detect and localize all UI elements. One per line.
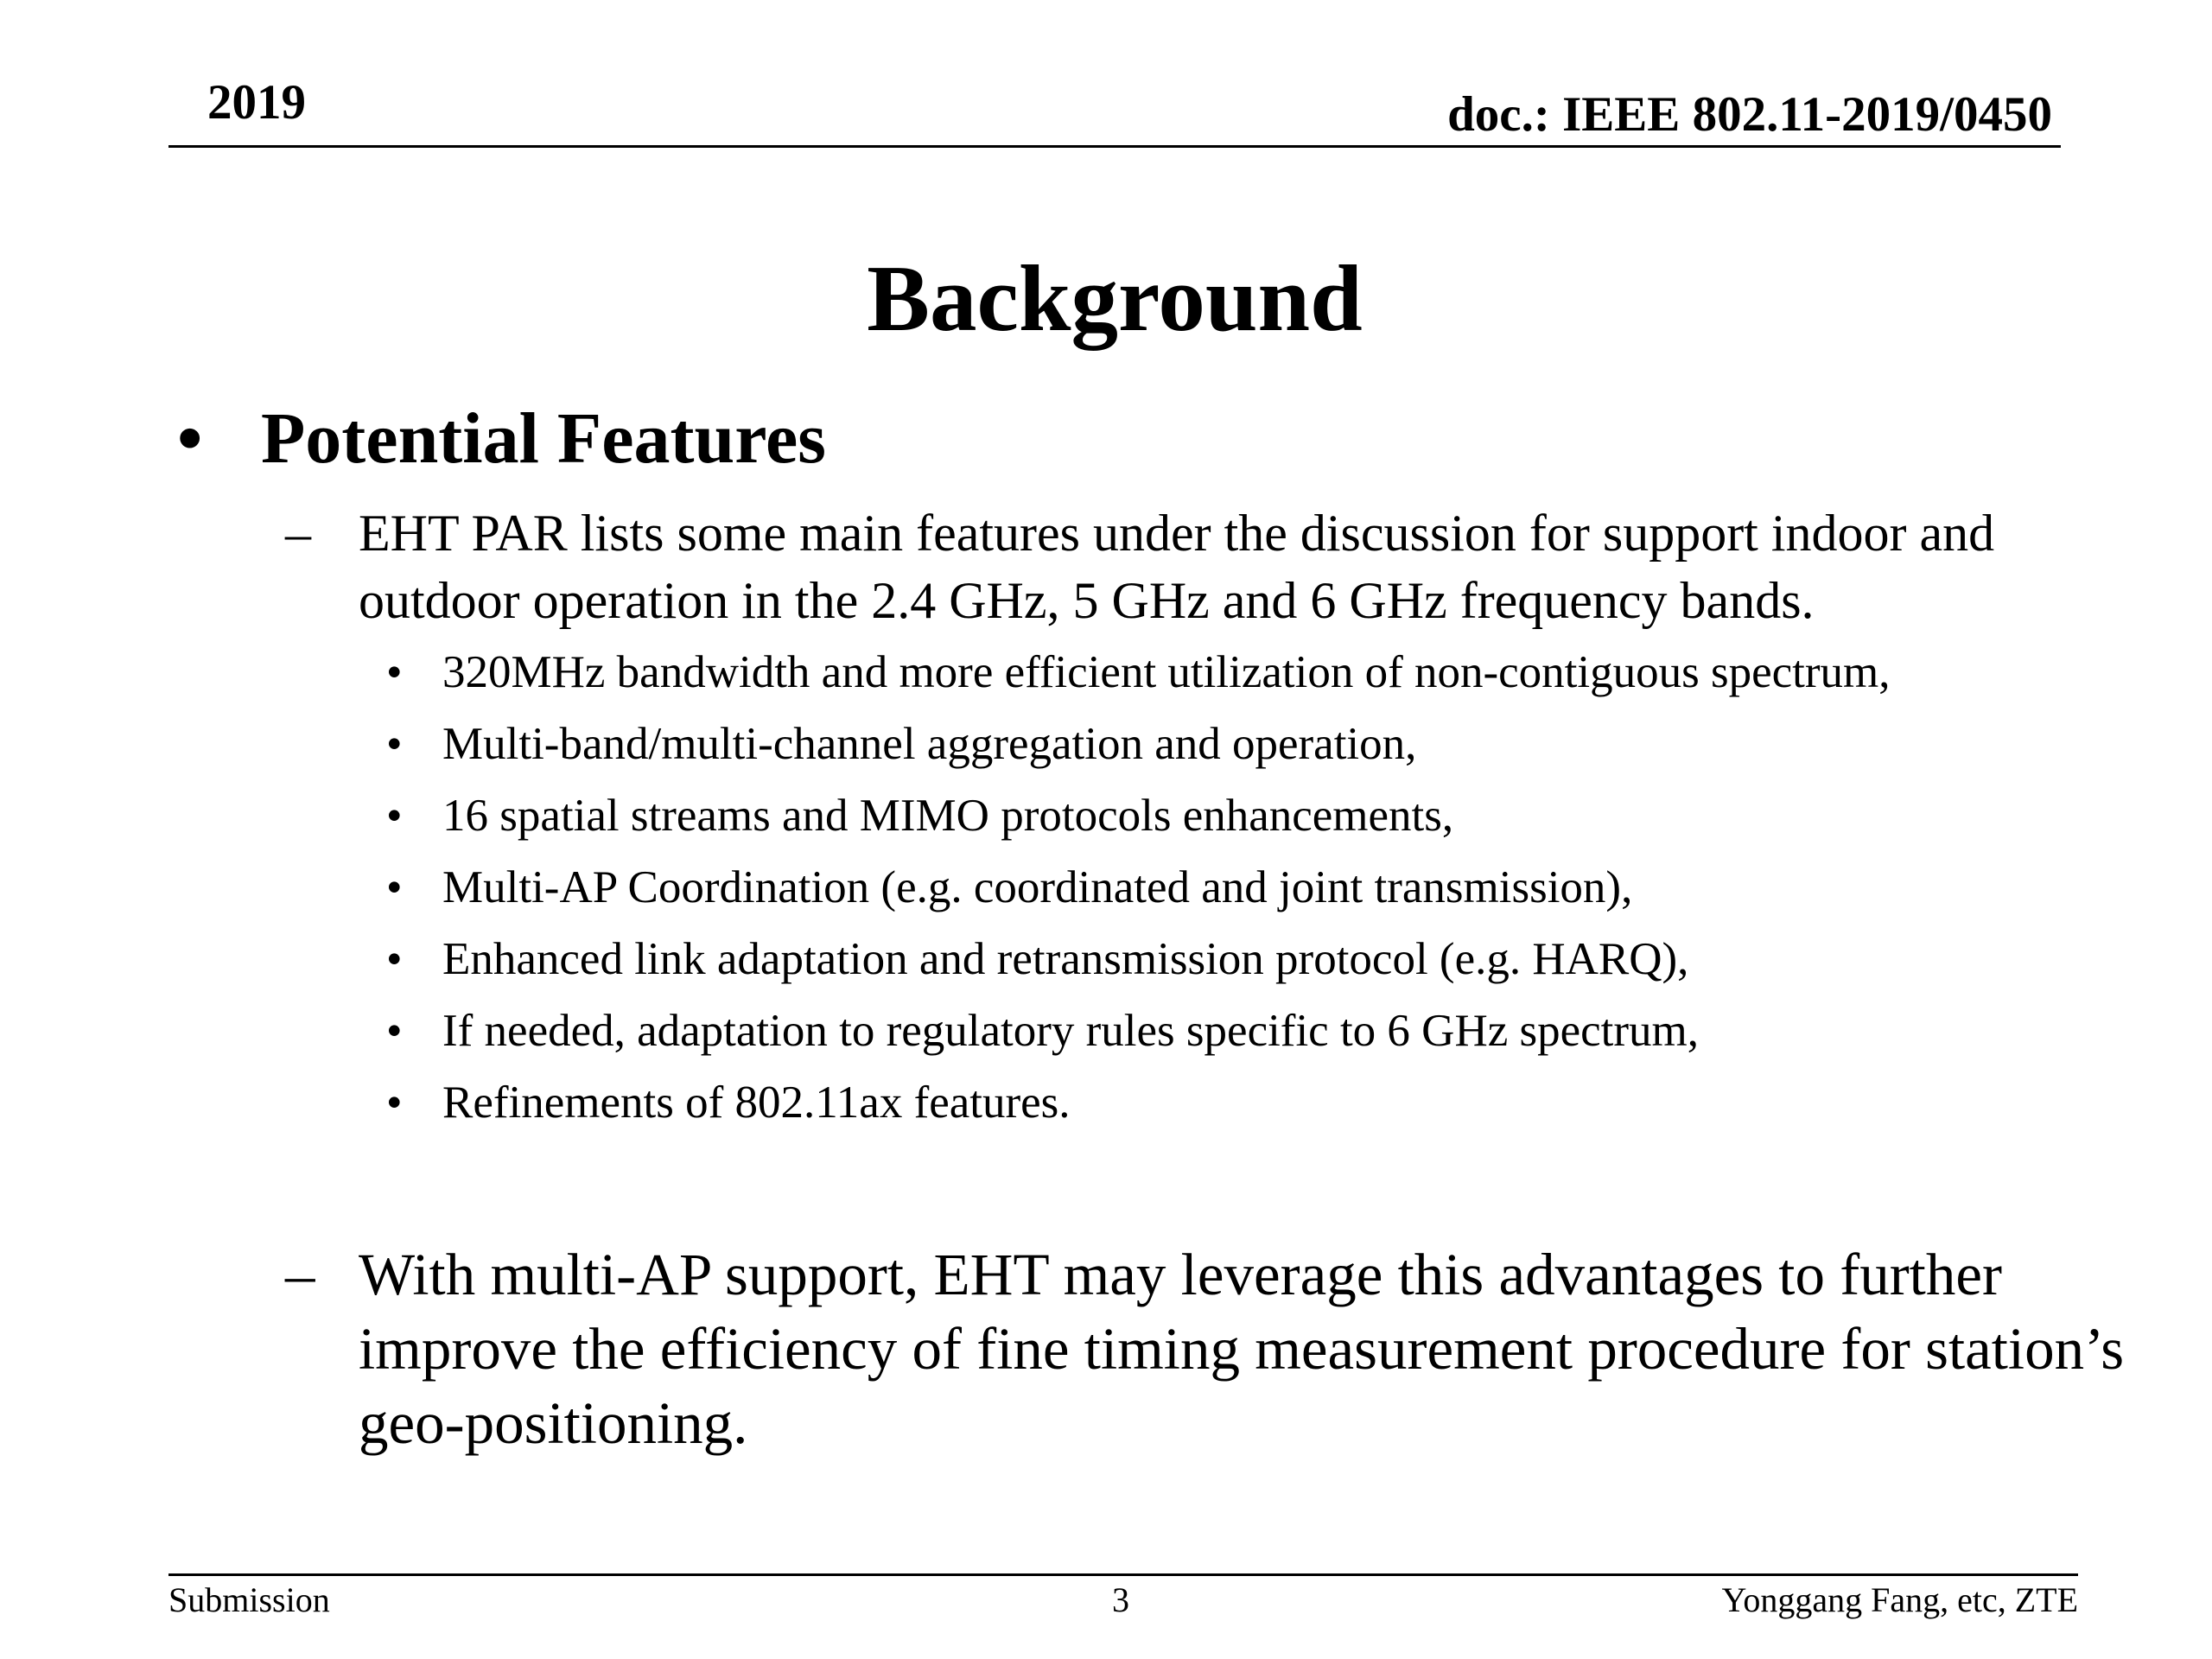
feature-text: Refinements of 802.11ax features. — [442, 1077, 1071, 1128]
dash-marker: – — [285, 505, 311, 562]
feature-bullet: • — [386, 719, 403, 769]
feature-bullet: • — [386, 791, 403, 841]
footer-divider — [168, 1573, 2078, 1576]
feature-text: Multi-band/multi-channel aggregation and operation, — [442, 719, 1417, 769]
feature-bullet: • — [386, 1006, 403, 1056]
sub-item-text: EHT PAR lists some main features under the discussion for support indoor and outdoor operation in the 2.4 GHz, 5 GHz and 6 GHz frequency bands. — [359, 505, 1995, 629]
bullet-label: Potential Features — [261, 398, 826, 479]
footer-author: Yonggang Fang, etc, ZTE — [1721, 1580, 2078, 1619]
feature-text: 16 spatial streams and MIMO protocols enhancements, — [442, 791, 1454, 841]
document-id: doc.: IEEE 802.11-2019/0450 — [1447, 87, 2052, 142]
dash-marker: – — [285, 1242, 315, 1307]
feature-text: If needed, adaptation to regulatory rules specific to 6 GHz spectrum, — [442, 1006, 1700, 1056]
feature-bullet: • — [386, 862, 403, 912]
bullet-marker: • — [177, 398, 203, 479]
page-number: 3 — [1112, 1580, 1129, 1619]
feature-bullet: • — [386, 647, 403, 697]
feature-text: Multi-AP Coordination (e.g. coordinated and joint transmission), — [442, 862, 1633, 912]
footer-submission: Submission — [168, 1580, 330, 1619]
header-year: 2019 — [207, 75, 306, 130]
header-divider — [168, 145, 2061, 148]
slide-title: Background — [867, 246, 1363, 351]
feature-text: 320MHz bandwidth and more efficient utilization of non-contiguous spectrum, — [442, 647, 1891, 697]
feature-bullet: • — [386, 1077, 403, 1128]
feature-bullet: • — [386, 934, 403, 984]
feature-text: Enhanced link adaptation and retransmission protocol (e.g. HARQ), — [442, 934, 1689, 984]
sub-item-text: With multi-AP support, EHT may leverage this advantages to further improve the efficiency of fine timing measurement procedure for station’s geo-positioning. — [359, 1242, 2125, 1456]
